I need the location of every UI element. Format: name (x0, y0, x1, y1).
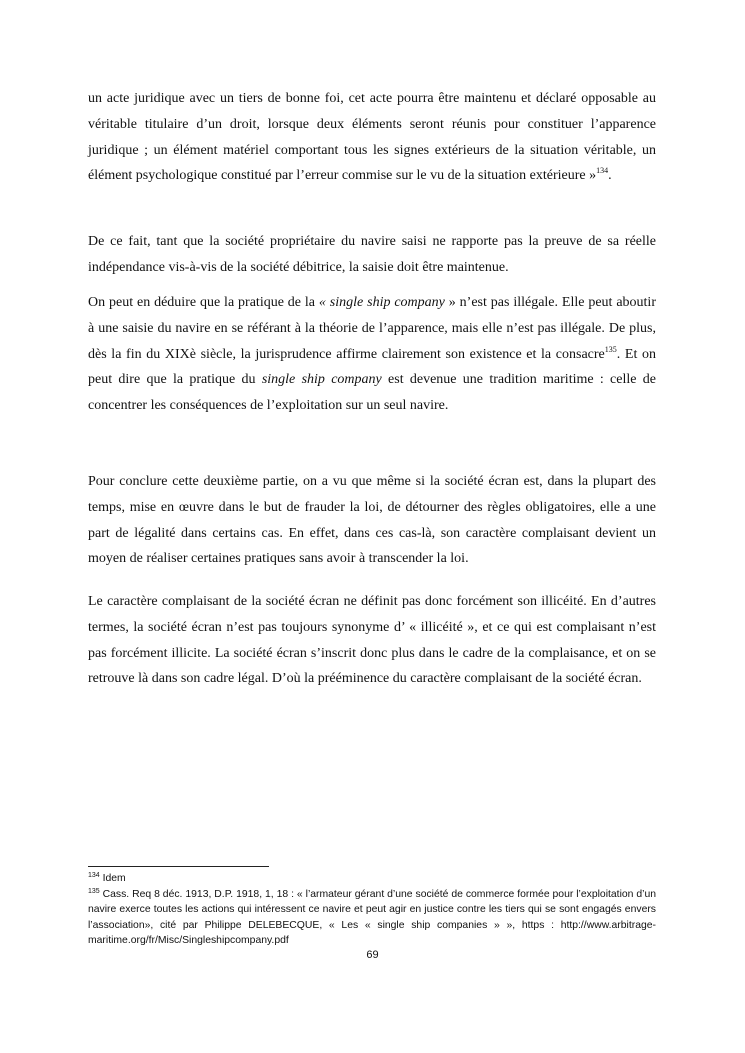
footnote-separator (88, 866, 269, 867)
paragraph-1: un acte juridique avec un tiers de bonne foi, cet acte pourra être maintenu et déclaré opposable au véritable titulaire d’un droit, lorsque deux éléments seront réunis pour constituer l’apparence juridique ; un élément matériel comportant tous les signes extérieurs de la situation véritable, un élément psychologique constitué par l’erreur commise sur le vu de la situation extérieure »$^{134}$. (88, 91, 656, 184)
paragraph-3: On peut en déduire que la pratique de la « single ship company » n’est pas illégale. Elle peut aboutir à une saisie du navire en se référant à la théorie de l’apparence, mais elle n’est pas illégale. De plus, dès la fin du XIXè siècle, la jurisprudence affirme clairement son existence et la consacre$^{135}$. Et on peut dire que la pratique du single ship company est devenue une tradition maritime : celle de concentrer les conséquences de l’exploitation sur un seul navire. (88, 295, 656, 414)
paragraph-5: Le caractère complaisant de la société écran ne définit pas donc forcément son illicéité. En d’autres termes, la société écran n’est pas toujours synonyme d’ « illicéité », et ce qui est complaisant n’est pas forcément illicite. La société écran s’inscrit donc plus dans le cadre de la complaisance, et on se retrouve là dans son cadre légal. D’où la prééminence du caractère complaisant de la société écran. (88, 594, 656, 687)
footnote-ref-134[interactable]: 134 (596, 166, 609, 176)
paragraph-3-block (88, 290, 656, 419)
paragraph-4-block (88, 469, 656, 572)
footnote-ref-135[interactable]: 135 (604, 344, 617, 354)
footnote-134: $^{134}$ Idem (88, 872, 126, 884)
italic-term: single ship company (261, 372, 382, 388)
page-number: 69 (366, 949, 379, 961)
paragraph-2: De ce fait, tant que la société propriétaire du navire saisi ne rapporte pas la preuve de sa réelle indépendance vis-à-vis de la société débitrice, la saisie doit être maintenue. (88, 234, 656, 275)
paragraph-4: Pour conclure cette deuxième partie, on a vu que même si la société écran est, dans la plupart des temps, mise en œuvre dans le but de frauder la loi, de détourner des règles obligatoires, elle a une part de légalité dans certains cas. En effet, dans ces cas-là, son caractère complaisant devient un moyen de réaliser certaines pratiques sans avoir à transcender la loi. (88, 474, 656, 567)
footnotes (88, 871, 656, 949)
paragraph-5-block (88, 589, 656, 692)
main-text-block (88, 86, 656, 189)
quoted-term: « single ship company (318, 295, 445, 310)
footnote-135: $^{135}$ Cass. Req 8 déc. 1913, D.P. 1918, 1, 18 : « l’armateur gérant d’une société de commerce formée pour l’exploitation d’un navire exerce toutes les actions qui intéressent ce navire et peut agir en justice contre les tiers qui se sont engagés envers l’association», cité par Philippe DELEBECQUE, « Les « single ship companies » », https : http://www.arbitrage-maritime.org/fr/Misc/Singleshipcompany.pdf (88, 887, 657, 947)
paragraph-2-block (88, 229, 656, 281)
